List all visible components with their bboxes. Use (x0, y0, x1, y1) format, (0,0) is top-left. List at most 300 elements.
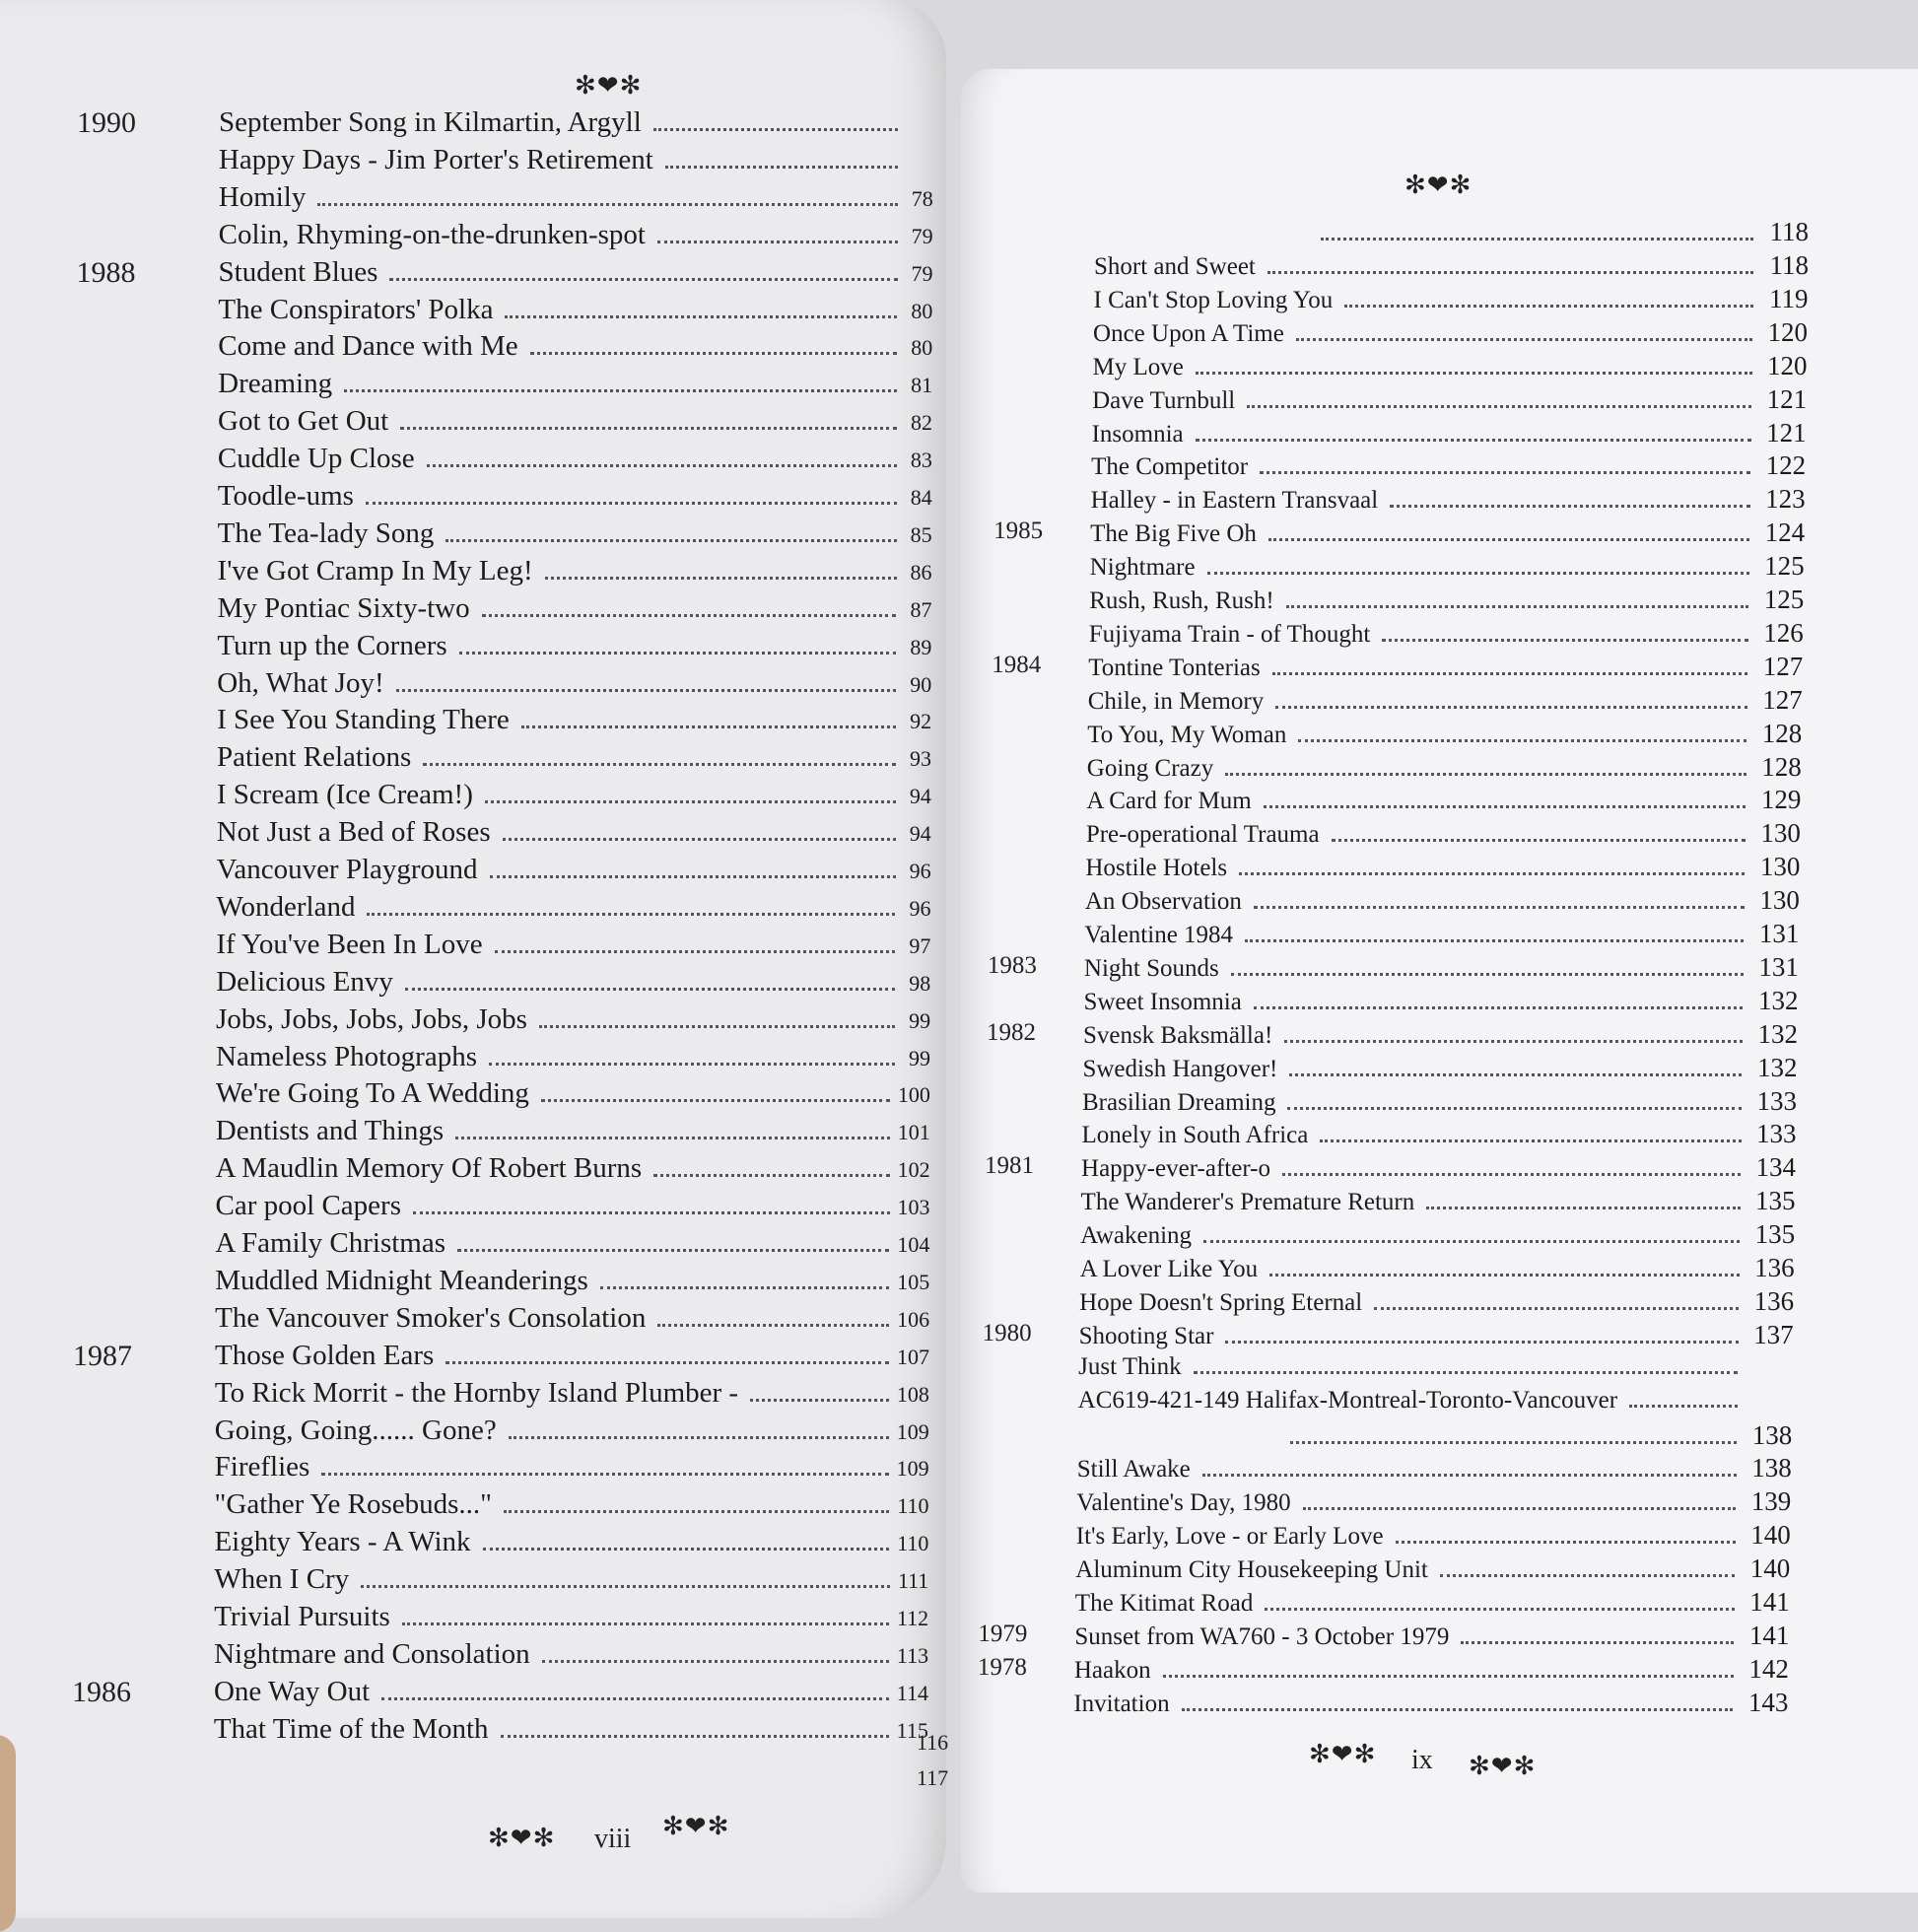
dot-leader (381, 1696, 889, 1700)
entry-page-number: 125 (1763, 585, 1805, 614)
dot-leader (1207, 571, 1749, 575)
entry-page-number: 82 (911, 410, 933, 436)
entry-title: Aluminum City Housekeeping Unit (1075, 1556, 1428, 1584)
entry-page-number: 100 (897, 1082, 930, 1108)
toc-entry (1078, 1387, 1793, 1414)
entry-title: Valentine 1984 (1084, 922, 1234, 948)
entry-title: I Can't Stop Loving You (1093, 286, 1334, 313)
entry-page-number: 120 (1767, 316, 1809, 347)
dot-leader (1225, 1340, 1738, 1344)
entry-title: We're Going To A Wedding (215, 1077, 529, 1110)
toc-entry (214, 1563, 928, 1596)
dot-leader (1321, 237, 1753, 241)
entry-page-number: 130 (1760, 818, 1801, 849)
entry-title: Tontine Tonterias (1088, 654, 1261, 681)
entry-page-number: 106 (897, 1306, 930, 1332)
dot-leader (483, 1547, 890, 1551)
entry-page-number: 133 (1756, 1085, 1797, 1116)
entry-page-number: 140 (1750, 1520, 1791, 1551)
entry-title: I See You Standing There (217, 704, 510, 736)
entry-title: If You've Been In Love (216, 928, 483, 960)
dot-leader (1267, 270, 1753, 274)
toc-entry (218, 330, 932, 363)
toc-entry (214, 1713, 928, 1746)
entry-title: Those Golden Ears (215, 1339, 435, 1371)
entry-page-number: 102 (897, 1157, 930, 1183)
dot-leader (653, 127, 898, 131)
entry-page-number: 99 (909, 1007, 931, 1033)
dot-leader (1245, 938, 1744, 942)
dot-leader (657, 1323, 889, 1327)
entry-page-number: 96 (909, 895, 931, 921)
dot-leader (1303, 1506, 1737, 1510)
toc-entry (218, 443, 932, 475)
dot-leader (1344, 304, 1752, 308)
entry-page-number: 96 (909, 859, 931, 883)
dot-leader (1225, 772, 1747, 776)
toc-entry (217, 854, 931, 886)
entry-page-number: 110 (897, 1531, 929, 1556)
entry-page-number: 130 (1759, 885, 1800, 916)
entry-page-number: 120 (1767, 350, 1808, 380)
entry-title: A Lover Like You (1079, 1256, 1259, 1282)
entry-title: The Big Five Oh (1090, 520, 1257, 548)
entry-page-number: 131 (1758, 951, 1799, 982)
toc-entry (1083, 1019, 1798, 1050)
toc-entry (1088, 685, 1803, 716)
entry-title: Got to Get Out (218, 405, 389, 438)
toc-entry (1087, 752, 1802, 783)
toc-entry (1077, 1420, 1792, 1451)
toc-entry (1092, 418, 1807, 448)
entry-title: Haakon (1073, 1656, 1151, 1684)
entry-page-number: 141 (1749, 1587, 1790, 1617)
entry-page-number: 80 (911, 335, 933, 361)
toc-entry (215, 1488, 929, 1521)
entry-page-number: 140 (1749, 1553, 1791, 1584)
entry-page-number: 108 (896, 1381, 929, 1407)
entry-page-number: 105 (897, 1269, 930, 1294)
entry-title: Car pool Capers (215, 1190, 401, 1222)
entry-title: Awakening (1080, 1222, 1193, 1250)
entry-page-number: 122 (1765, 450, 1807, 481)
dot-leader (1284, 1039, 1743, 1043)
dot-leader (521, 724, 896, 728)
toc-entry (219, 181, 933, 214)
entry-title: It's Early, Love - or Early Love (1075, 1523, 1384, 1551)
entry-title: "Gather Ye Rosebuds..." (214, 1488, 492, 1521)
dot-leader (1268, 537, 1749, 541)
entry-page-number: 129 (1760, 785, 1802, 815)
toc-entry (1089, 618, 1804, 649)
right-footer-ornament-right: ✻❤✻ (1469, 1752, 1537, 1780)
entry-title: To You, My Woman (1087, 721, 1287, 748)
dot-leader (504, 1509, 889, 1513)
entry-page-number: 118 (1769, 250, 1809, 280)
entry-page-number: 92 (910, 709, 932, 734)
toc-entry (1090, 551, 1805, 582)
entry-title: That Time of the Month (213, 1712, 489, 1745)
entry-title: A Maudlin Memory Of Robert Burns (215, 1152, 643, 1185)
dot-leader (1289, 1072, 1742, 1076)
dot-leader (405, 987, 895, 991)
toc-entry (219, 106, 933, 139)
toc-entry (217, 779, 931, 811)
toc-entry (1091, 484, 1806, 515)
toc-entry (1078, 1353, 1793, 1381)
entry-page-number: 130 (1759, 852, 1801, 882)
toc-entry (217, 704, 931, 736)
entry-page-number: 101 (897, 1120, 930, 1145)
entry-page-number: 134 (1755, 1152, 1797, 1183)
entry-page-number: 138 (1751, 1419, 1793, 1450)
entry-page-number: 127 (1762, 684, 1803, 715)
toc-entry (1076, 1520, 1791, 1551)
entry-page-number: 143 (1747, 1687, 1789, 1717)
right-footer-ornament-left: ✻❤✻ (1309, 1740, 1377, 1768)
dot-leader (1461, 1640, 1734, 1644)
trailing-page-number: 116 (917, 1730, 949, 1755)
toc-entry (215, 1451, 929, 1484)
right-folio: ix (1411, 1745, 1433, 1775)
entry-page-number: 99 (909, 1045, 930, 1070)
toc-entry (218, 294, 932, 326)
entry-page-number: 93 (909, 746, 931, 772)
entry-page-number: 132 (1756, 1052, 1798, 1082)
entry-title: Going, Going...... Gone? (214, 1414, 497, 1446)
toc-entry (214, 1638, 928, 1671)
entry-page-number: 104 (897, 1232, 930, 1257)
entry-page-number: 141 (1748, 1620, 1790, 1650)
toc-entry (1089, 585, 1804, 615)
dot-leader (539, 1024, 895, 1028)
dot-leader (1182, 1707, 1734, 1711)
entry-page-number: 114 (896, 1680, 928, 1705)
entry-page-number: 124 (1764, 518, 1806, 548)
dot-leader (1286, 604, 1748, 608)
toc-entry (219, 219, 933, 251)
year-label: 1980 (982, 1319, 1032, 1346)
dot-leader (396, 688, 897, 692)
toc-entry (216, 1190, 930, 1222)
entry-title: Sweet Insomnia (1083, 988, 1242, 1015)
dot-leader (530, 351, 898, 355)
entry-title: I Scream (Ice Cream!) (216, 779, 473, 811)
entry-page-number: 132 (1757, 1018, 1798, 1049)
entry-title: Come and Dance with Me (218, 330, 518, 363)
dot-leader (402, 1622, 889, 1625)
toc-entry (1075, 1553, 1790, 1584)
dot-leader (501, 1734, 889, 1738)
entry-page-number: 87 (910, 596, 932, 622)
entry-title: Night Sounds (1083, 954, 1219, 982)
entry-title: Happy-ever-after-o (1081, 1155, 1270, 1183)
entry-title: Pre-operational Trauma (1085, 821, 1320, 849)
dot-leader (1282, 1172, 1741, 1176)
toc-entry (1074, 1621, 1789, 1651)
entry-page-number: 118 (1769, 217, 1809, 246)
toc-entry (216, 891, 930, 924)
dot-leader (1239, 871, 1745, 875)
year-label: 1985 (993, 518, 1044, 545)
dot-leader (1264, 804, 1747, 808)
entry-page-number: 131 (1758, 919, 1800, 948)
dot-leader (490, 874, 896, 878)
entry-page-number: 84 (910, 485, 932, 510)
toc-entry (218, 368, 932, 400)
toc-entry (216, 1041, 930, 1073)
entry-title: Eighty Years - A Wink (214, 1526, 471, 1558)
entry-title: Colin, Rhyming-on-the-drunken-spot (218, 218, 646, 250)
dot-leader (750, 1398, 889, 1402)
entry-title: Going Crazy (1086, 754, 1214, 782)
toc-entry (1076, 1486, 1791, 1517)
entry-page-number: 94 (909, 784, 931, 809)
dot-leader (485, 799, 896, 803)
toc-entry (218, 518, 932, 550)
dot-leader (1396, 1540, 1736, 1544)
entry-title: The Wanderer's Premature Return (1080, 1189, 1415, 1216)
dot-leader (653, 1173, 889, 1177)
dot-leader (1332, 838, 1746, 842)
entry-title: Nameless Photographs (216, 1040, 477, 1072)
toc-entry (1074, 1654, 1789, 1685)
toc-entry (1080, 1253, 1795, 1283)
dot-leader (1290, 1440, 1737, 1444)
dot-leader (1374, 1306, 1739, 1310)
toc-entry (1090, 518, 1805, 548)
dot-leader (482, 613, 897, 617)
entry-page-number: 85 (910, 521, 932, 547)
entry-page-number: 107 (897, 1344, 930, 1369)
entry-title: Muddled Midnight Meanderings (215, 1264, 588, 1296)
entry-page-number: 97 (909, 932, 931, 958)
entry-title: Not Just a Bed of Roses (216, 816, 491, 849)
toc-entry (1084, 919, 1799, 949)
year-label: 1990 (77, 106, 136, 139)
entry-title: Sunset from WA760 - 3 October 1979 (1074, 1622, 1450, 1650)
dot-leader (541, 1098, 890, 1102)
entry-title: Swedish Hangover! (1082, 1055, 1278, 1082)
entry-title: Hope Doesn't Spring Eternal (1079, 1288, 1363, 1316)
entry-title: Patient Relations (216, 741, 412, 774)
toc-entry (216, 1003, 930, 1036)
dot-leader (457, 1248, 889, 1252)
entry-title: Nightmare (1089, 554, 1196, 582)
entry-page-number: 142 (1748, 1653, 1789, 1684)
entry-title: September Song in Kilmartin, Argyll (219, 106, 642, 138)
toc-entry (216, 1077, 930, 1110)
right-header-ornament: ✻❤✻ (1404, 171, 1473, 199)
toc-entry (214, 1601, 928, 1633)
entry-page-number: 128 (1761, 751, 1802, 782)
toc-entry (1080, 1219, 1795, 1250)
entry-page-number: 98 (909, 970, 931, 996)
toc-entry (215, 1227, 929, 1260)
toc-entry (1086, 785, 1801, 815)
entry-page-number: 126 (1763, 617, 1804, 648)
entry-title: Homily (218, 180, 307, 213)
entry-title: My Love (1092, 353, 1184, 380)
entry-title: Wonderland (216, 890, 356, 923)
dot-leader (1629, 1404, 1738, 1408)
entry-title: Just Think (1078, 1352, 1182, 1380)
dot-leader (1231, 972, 1744, 976)
entry-page-number: 112 (897, 1606, 929, 1630)
entry-page-number: 121 (1766, 383, 1808, 414)
toc-entry (1085, 885, 1800, 916)
toc-entry (1094, 284, 1809, 314)
dot-leader (495, 949, 896, 953)
toc-entry (1091, 450, 1806, 481)
year-label: 1978 (977, 1653, 1027, 1681)
toc-entry (1079, 1320, 1794, 1350)
toc-entry (216, 929, 930, 961)
toc-entry (1087, 719, 1802, 749)
toc-entry (1082, 1086, 1797, 1117)
dot-leader (1269, 1273, 1739, 1276)
dot-leader (344, 388, 897, 392)
toc-entry (1081, 1152, 1796, 1183)
entry-page-number: 136 (1754, 1253, 1795, 1282)
toc-entry (215, 1414, 929, 1447)
entry-page-number: 127 (1762, 651, 1804, 681)
entry-title: Once Upon A Time (1093, 319, 1284, 347)
dot-leader (665, 165, 898, 169)
entry-page-number: 110 (897, 1493, 929, 1519)
entry-page-number: 137 (1753, 1319, 1794, 1349)
entry-title: Happy Days - Jim Porter's Retirement (218, 143, 653, 175)
toc-entry (1084, 952, 1799, 983)
dot-leader (459, 651, 897, 655)
entry-page-number: 81 (911, 373, 933, 398)
entry-page-number: 136 (1753, 1285, 1795, 1316)
entry-page-number: 103 (897, 1195, 930, 1220)
entry-title: Valentine's Day, 1980 (1076, 1489, 1291, 1517)
entry-title: Dreaming (218, 368, 333, 400)
toc-entry (218, 555, 932, 587)
dot-leader (1203, 1239, 1740, 1243)
entry-title: Hostile Hotels (1085, 855, 1228, 882)
entry-page-number: 89 (910, 634, 932, 659)
dot-leader (542, 1659, 889, 1663)
left-footer-ornament-right: ✻❤✻ (662, 1812, 730, 1840)
year-label: 1988 (76, 255, 136, 289)
toc-entry (1082, 1119, 1797, 1149)
entry-title: Short and Sweet (1094, 253, 1256, 280)
toc-entry (1083, 986, 1798, 1016)
entry-title: My Pontiac Sixty-two (217, 591, 470, 624)
entry-title: Toodle-ums (217, 480, 354, 512)
dot-leader (505, 314, 897, 318)
dot-leader (317, 202, 897, 206)
dot-leader (1296, 337, 1752, 341)
toc-entry (1073, 1688, 1788, 1718)
entry-title: Fujiyama Train - of Thought (1088, 620, 1371, 648)
left-header-ornament: ✻❤✻ (575, 71, 643, 100)
trailing-page-number: 117 (917, 1765, 949, 1790)
entry-page-number: 113 (896, 1642, 929, 1668)
entry-page-number: 135 (1754, 1219, 1796, 1250)
entry-title: Turn up the Corners (217, 629, 447, 661)
dot-leader (361, 1584, 890, 1588)
dot-leader (1390, 504, 1749, 508)
toc-entry (217, 667, 931, 700)
dot-leader (1247, 404, 1751, 408)
toc-entry-top (1094, 217, 1809, 247)
dot-leader (1275, 705, 1747, 709)
entry-page-number: 125 (1764, 551, 1805, 582)
entry-page-number: 109 (896, 1456, 929, 1482)
toc-entry (215, 1377, 929, 1410)
dot-leader (489, 1062, 895, 1066)
toc-entry (1075, 1587, 1790, 1618)
dot-leader (1265, 1607, 1734, 1611)
entry-title: A Card for Mum (1086, 788, 1252, 815)
entry-page-number: 138 (1751, 1453, 1792, 1484)
entry-page-number: 121 (1766, 417, 1807, 448)
toc-entry (215, 1265, 929, 1297)
dot-leader (1272, 671, 1748, 675)
entry-title: Nightmare and Consolation (214, 1637, 530, 1670)
entry-page-number: 115 (896, 1717, 928, 1743)
entry-title: Halley - in Eastern Transvaal (1090, 487, 1379, 515)
entry-page-number: 83 (910, 448, 932, 473)
entry-title: Jobs, Jobs, Jobs, Jobs, Jobs (216, 1002, 527, 1035)
dot-leader (400, 426, 897, 430)
entry-page-number: 139 (1750, 1486, 1792, 1517)
entry-page-number: 128 (1761, 718, 1803, 748)
left-footer-ornament-left: ✻❤✻ (488, 1824, 556, 1852)
entry-title: A Family Christmas (215, 1227, 446, 1259)
entry-title: Delicious Envy (216, 965, 393, 998)
dot-leader (1287, 1106, 1742, 1110)
entry-title: An Observation (1084, 888, 1242, 916)
toc-entry (217, 741, 931, 774)
entry-page-number: 86 (910, 559, 932, 585)
entry-title: The Vancouver Smoker's Consolation (215, 1301, 647, 1334)
dot-leader (367, 912, 895, 916)
dot-leader (1196, 371, 1752, 375)
entry-page-number: 80 (911, 298, 933, 323)
dot-leader (1320, 1138, 1741, 1142)
entry-page-number: 119 (1769, 283, 1809, 313)
dot-leader (503, 837, 896, 841)
entry-title: Shooting Star (1078, 1322, 1214, 1349)
dot-leader (389, 277, 897, 281)
entry-title: Insomnia (1091, 420, 1184, 448)
dot-leader (1254, 905, 1745, 909)
entry-page-number: 90 (910, 671, 932, 697)
entry-title: I've Got Cramp In My Leg! (217, 554, 533, 586)
entry-title: Dentists and Things (215, 1115, 445, 1147)
toc-entry (1094, 250, 1809, 281)
dot-leader (1194, 1370, 1739, 1374)
entry-title: Invitation (1073, 1690, 1170, 1717)
entry-page-number: 133 (1756, 1119, 1797, 1149)
toc-entry (1093, 317, 1808, 348)
entry-title: Vancouver Playground (216, 854, 478, 885)
toc-entry (1081, 1186, 1796, 1216)
entry-title: One Way Out (213, 1675, 371, 1707)
dot-leader (1196, 438, 1751, 442)
entry-title: Still Awake (1076, 1456, 1191, 1484)
toc-entry (1079, 1286, 1794, 1317)
toc-entry (1085, 852, 1800, 882)
entry-page-number: 79 (911, 223, 933, 248)
year-label: 1983 (987, 951, 1037, 979)
entry-page-number: 94 (909, 821, 931, 847)
